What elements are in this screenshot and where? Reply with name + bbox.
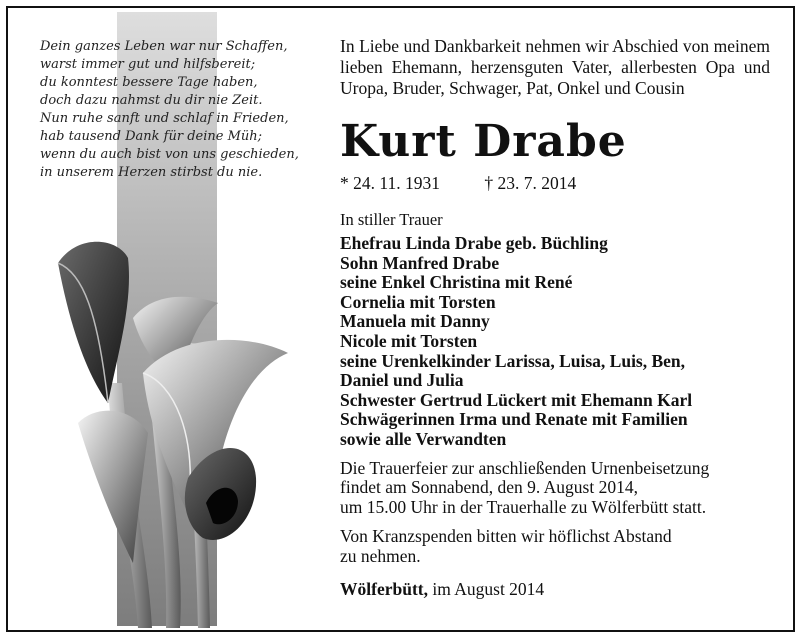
family-line: Sohn Manfred Drabe (340, 252, 500, 273)
family-line: Manuela mit Danny (340, 311, 490, 332)
poem-line: wenn du auch bist von uns geschieden, (40, 147, 299, 162)
family-line: seine Enkel Christina mit René (340, 272, 573, 293)
place-town: Wölferbütt, (340, 578, 428, 599)
wreath-line: Von Kranzspenden bitten wir höflichst Abstand (340, 525, 672, 546)
poem-line: doch dazu nahmst du dir nie Zeit. (40, 93, 263, 108)
poem-line: in unserem Herzen stirbst du nie. (40, 165, 263, 180)
place-date-text: im August 2014 (432, 578, 545, 599)
poem-line: Dein ganzes Leben war nur Schaffen, (40, 39, 288, 54)
wreath-note (340, 527, 770, 567)
ceremony-line: um 15.00 Uhr in der Trauerhalle zu Wölferbütt statt. (340, 497, 707, 518)
family-line: Cornelia mit Torsten (340, 291, 496, 312)
life-dates (340, 173, 770, 194)
intro-text: In Liebe und Dankbarkeit nehmen wir Abschied von meinem lieben Ehemann, herzensguten Vater, allerbesten Opa und Uropa, Bruder, Schwager, Pat, Onkel und Cousin (340, 36, 770, 98)
calla-lily-illustration (38, 233, 308, 628)
family-line: Schwester Gertrud Lückert mit Ehemann Karl (340, 389, 693, 410)
ceremony-line: Die Trauerfeier zur anschließenden Urnenbeisetzung (340, 457, 710, 478)
family-line: Schwägerinnen Irma und Renate mit Familien (340, 409, 688, 430)
wreath-line: zu nehmen. (340, 545, 421, 566)
ceremony-info (340, 459, 770, 518)
poem-line: warst immer gut und hilfsbereit; (40, 57, 256, 72)
mourning-label: In stiller Trauer (340, 210, 443, 229)
birth-date: * 24. 11. 1931 (340, 173, 440, 193)
family-line: seine Urenkelkinder Larissa, Luisa, Luis, Ben, (340, 350, 686, 371)
family-line: Nicole mit Torsten (340, 330, 478, 351)
ceremony-line: findet am Sonnabend, den 9. August 2014, (340, 477, 638, 498)
poem-line: du konntest bessere Tage haben, (40, 75, 258, 90)
poem-line: hab tausend Dank für deine Müh; (40, 129, 263, 144)
family-line: Ehefrau Linda Drabe geb. Büchling (340, 233, 608, 253)
obituary-text (340, 36, 770, 600)
poem (40, 38, 320, 182)
poem-line: Nun ruhe sanft und schlaf in Frieden, (40, 111, 289, 126)
deceased-name: Kurt Drabe (340, 116, 627, 167)
obituary-frame (6, 6, 795, 632)
family-line: Daniel und Julia (340, 370, 464, 391)
place-date (340, 579, 770, 600)
death-date: † 23. 7. 2014 (484, 173, 577, 193)
family-line: sowie alle Verwandten (340, 428, 507, 449)
family-list (340, 234, 770, 450)
